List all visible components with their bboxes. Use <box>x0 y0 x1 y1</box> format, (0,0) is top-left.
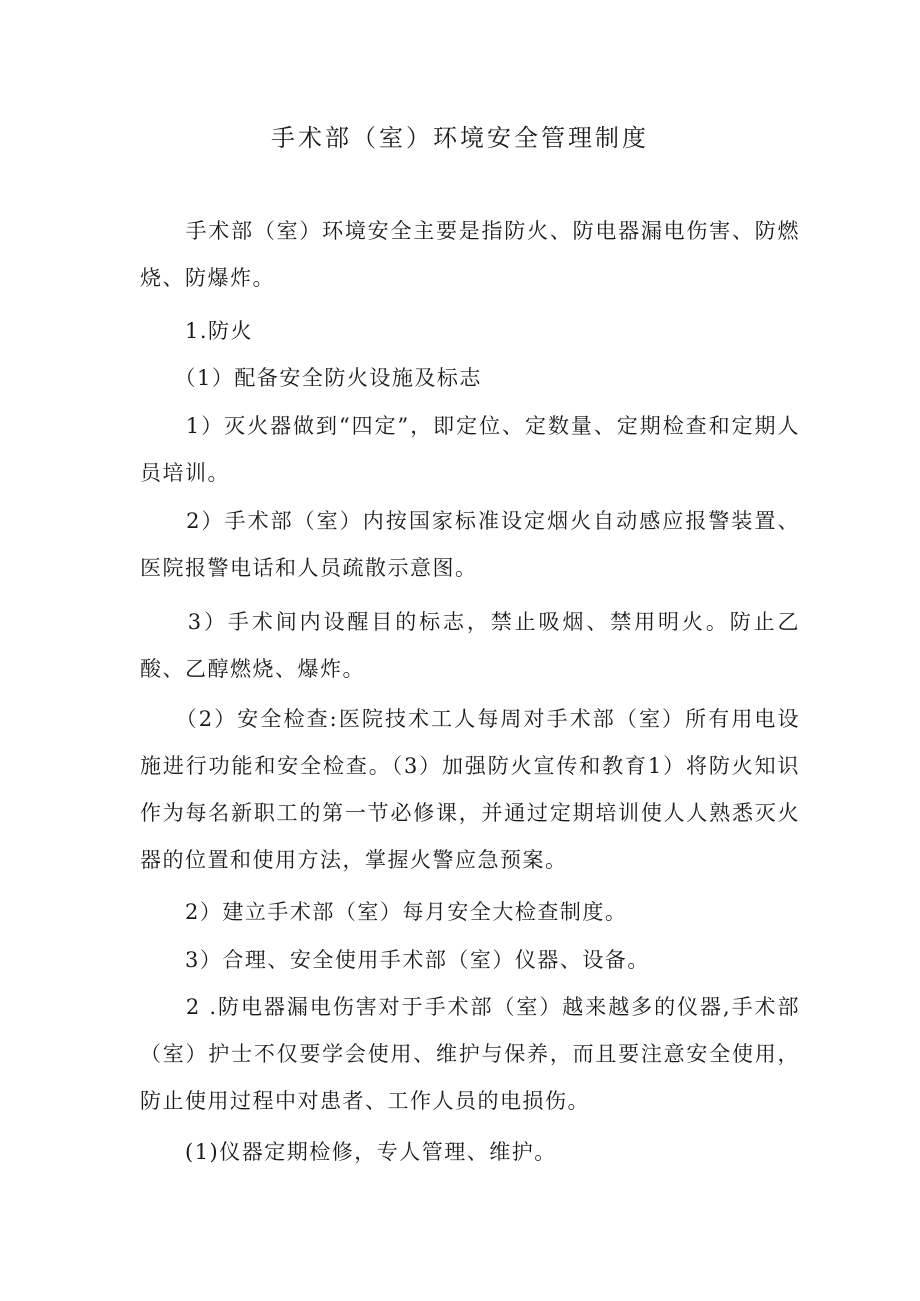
paragraph-intro: 手术部（室）环境安全主要是指防火、防电器漏电伤害、防燃烧、防爆炸。 <box>140 219 800 290</box>
paragraph-section-fire: 1.防火 <box>140 319 254 343</box>
paragraph-alarm: 2）手术部（室）内按国家标准设定烟火自动感应报警装置、医院报警电话和人员疏散示意图。 <box>140 509 800 580</box>
paragraph-section-electric: 2 .防电器漏电伤害对于手术部（室）越来越多的仪器,手术部（室）护士不仅要学会使用、维护与保养，而且要注意安全使用，防止使用过程中对患者、工作人员的电损伤。 <box>140 995 800 1113</box>
paragraph-monthly-check: 2）建立手术部（室）每月安全大检查制度。 <box>140 900 628 924</box>
paragraph-no-smoking: 3）手术间内设醒目的标志，禁止吸烟、禁用明火。防止乙酸、乙醇燃烧、爆炸。 <box>140 610 800 681</box>
document-title: 手术部（室）环境安全管理制度 <box>271 124 649 152</box>
paragraph-safety-check: （2）安全检查:医院技术工人每周对手术部（室）所有用电设施进行功能和安全检查。（3）加强防火宣传和教育1）将防火知识作为每名新职工的第一节必修课，并通过定期培训使人人熟悉灭火器的位置和使用方法，掌握火警应急预案。 <box>140 707 800 872</box>
paragraph-equipment-use: 3）合理、安全使用手术部（室）仪器、设备。 <box>140 948 650 972</box>
paragraph-fire-equipment: （1）配备安全防火设施及标志 <box>140 366 482 390</box>
paragraph-extinguisher: 1）灭火器做到“四定”，即定位、定数量、定期检查和定期人员培训。 <box>140 414 800 485</box>
paragraph-maintenance: (1)仪器定期检修，专人管理、维护。 <box>140 1140 557 1164</box>
